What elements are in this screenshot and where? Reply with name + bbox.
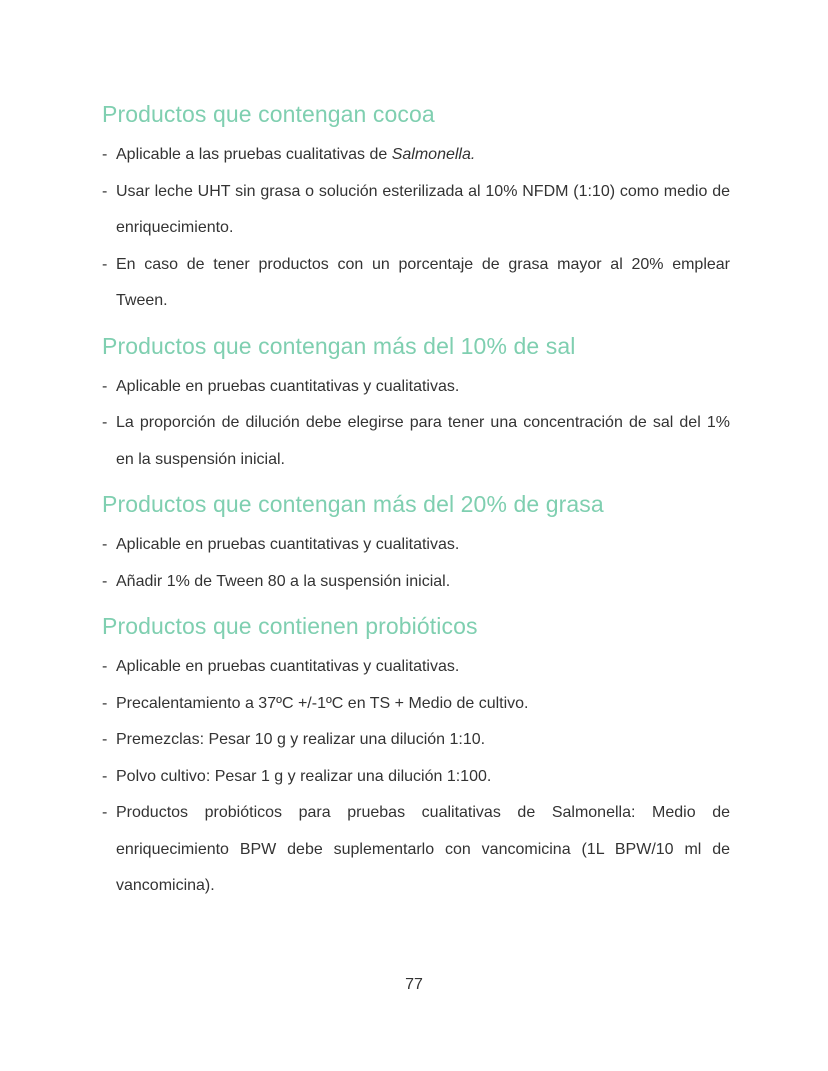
list-item <box>102 137 730 174</box>
section-heading: Productos que contengan cocoa <box>102 101 435 127</box>
section <box>102 98 730 320</box>
list-item-text: Aplicable en pruebas cuantitativas y cualitativas. <box>116 658 460 675</box>
list-item <box>102 174 730 247</box>
list-item-text: Premezclas: Pesar 10 g y realizar una dilución 1:10. <box>116 731 486 748</box>
sections-container <box>102 98 730 905</box>
list-item-text: Aplicable en pruebas cuantitativas y cualitativas. <box>116 377 460 395</box>
list-item-text: Polvo cultivo: Pesar 1 g y realizar una dilución 1:100. <box>116 767 492 785</box>
bullet-list <box>102 649 730 905</box>
section-heading: Productos que contengan más del 10% de sal <box>102 332 576 359</box>
bullet-dash: - <box>102 255 108 273</box>
list-item-text: La proporción de dilución debe elegirse para tener una concentración de sal del 1% en la suspensión inicial. <box>116 414 730 468</box>
list-item <box>102 527 730 564</box>
section <box>102 610 730 905</box>
section-heading: Productos que contienen probióticos <box>102 613 478 639</box>
bullet-list <box>102 137 730 320</box>
list-item <box>102 686 730 723</box>
section <box>102 488 730 600</box>
bullet-dash: - <box>102 572 108 590</box>
list-item <box>102 247 730 320</box>
bullet-list <box>102 369 730 479</box>
section <box>102 330 730 479</box>
list-item-text: Aplicable en pruebas cuantitativas y cualitativas. <box>116 536 460 553</box>
list-item-text: Usar leche UHT sin grasa o solución esterilizada al 10% NFDM (1:10) como medio de enriquecimiento. <box>116 182 730 236</box>
list-item-text: Precalentamiento a 37ºC +/-1ºC en TS + Medio de cultivo. <box>116 694 529 712</box>
list-item <box>102 405 730 478</box>
bullet-dash: - <box>102 767 108 785</box>
page-number: 77 <box>405 976 423 993</box>
bullet-dash: - <box>102 694 108 712</box>
bullet-dash: - <box>102 731 108 748</box>
list-item-text: En caso de tener productos con un porcentaje de grasa mayor al 20% emplear Tween. <box>116 255 730 309</box>
section-heading: Productos que contengan más del 20% de grasa <box>102 491 604 517</box>
bullet-dash: - <box>102 804 108 821</box>
list-item-text: Aplicable a las pruebas cualitativas de <box>116 146 392 163</box>
bullet-dash: - <box>102 377 108 395</box>
list-item <box>102 369 730 406</box>
list-item <box>102 795 730 905</box>
bullet-dash: - <box>102 658 108 675</box>
list-item <box>102 759 730 796</box>
list-item <box>102 564 730 601</box>
document-page <box>102 98 730 915</box>
list-item-text: Añadir 1% de Tween 80 a la suspensión inicial. <box>116 572 451 590</box>
list-item-text: Productos probióticos para pruebas cualitativas de Salmonella: Medio de enriquecimiento BPW debe suplementarlo con vancomicina (1L BPW/10 ml de vancomicina). <box>116 804 730 894</box>
list-item-italic-text: Salmonella. <box>391 146 476 163</box>
bullet-list <box>102 527 730 600</box>
list-item <box>102 649 730 686</box>
bullet-dash: - <box>102 414 108 431</box>
bullet-dash: - <box>102 182 108 200</box>
bullet-dash: - <box>102 536 108 553</box>
bullet-dash: - <box>102 146 108 163</box>
list-item <box>102 722 730 759</box>
